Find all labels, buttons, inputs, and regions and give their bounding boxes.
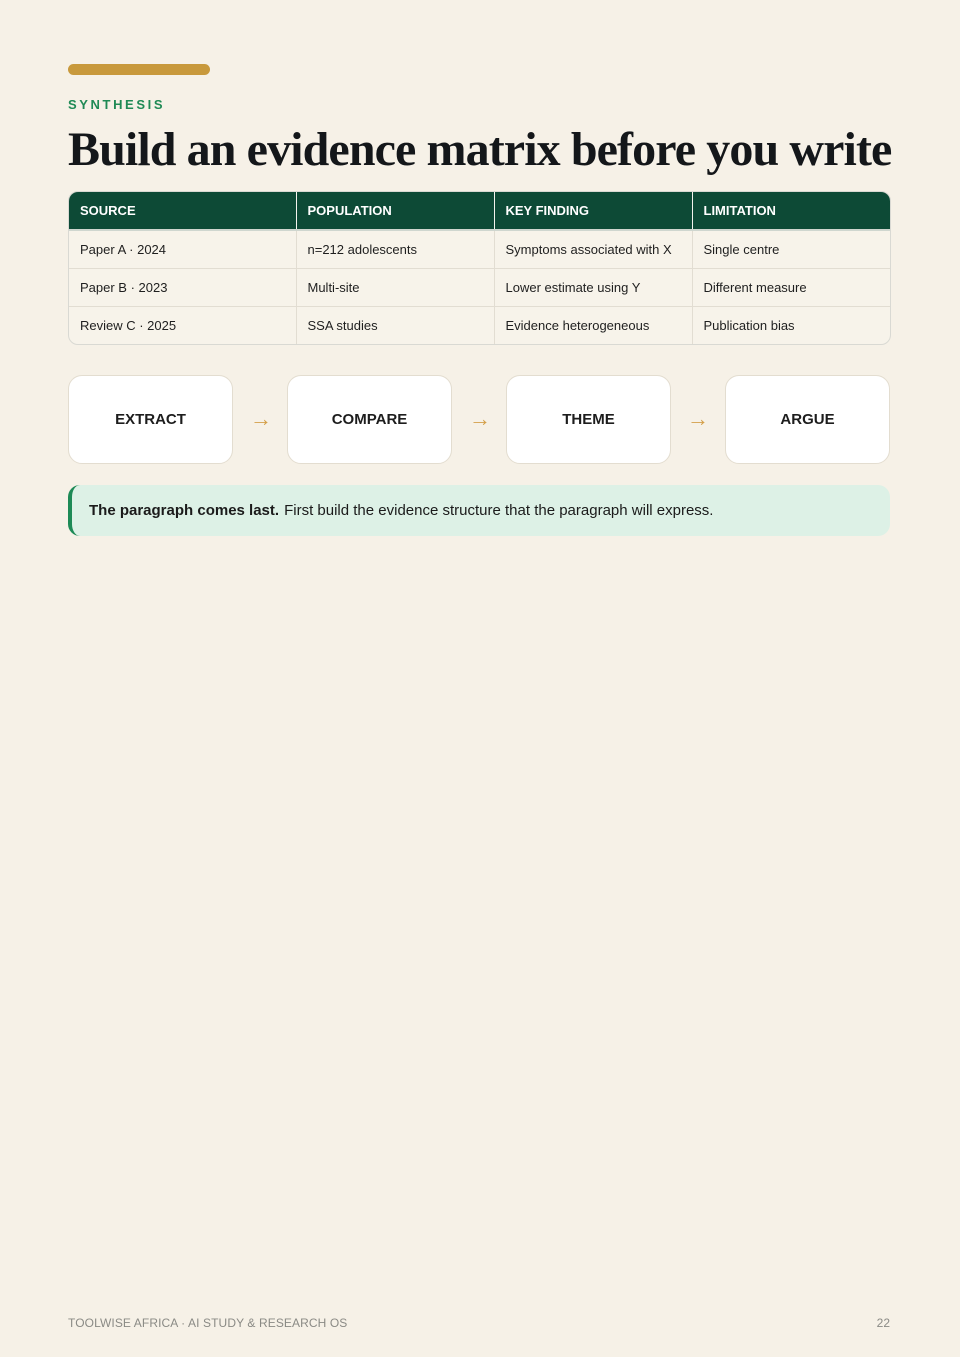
table-cell-key-finding: Evidence heterogeneous [494, 307, 692, 345]
column-header-source: SOURCE [69, 192, 296, 230]
arrow-right-icon: → [469, 406, 491, 431]
callout-body: First build the evidence structure that the paragraph will express. [284, 502, 714, 519]
table-cell-limitation: Single centre [692, 230, 890, 269]
table-cell-population: n=212 adolescents [296, 230, 494, 269]
evidence-matrix-table [69, 192, 890, 344]
accent-bar [68, 64, 210, 75]
table-cell-source: Paper B · 2023 [69, 269, 296, 307]
flow-step-argue: ARGUE [725, 375, 890, 464]
table-cell-population: Multi-site [296, 269, 494, 307]
table-cell-key-finding: Symptoms associated with X [494, 230, 692, 269]
page-number: 22 [876, 1316, 890, 1330]
section-eyebrow: SYNTHESIS [68, 97, 166, 112]
table-row [69, 307, 890, 345]
key-takeaway-callout [68, 485, 890, 536]
flow-step-extract: EXTRACT [68, 375, 233, 464]
flow-step-theme: THEME [506, 375, 671, 464]
table-row [69, 269, 890, 307]
synthesis-flow [68, 375, 890, 465]
table-cell-source: Paper A · 2024 [69, 230, 296, 269]
table-cell-key-finding: Lower estimate using Y [494, 269, 692, 307]
evidence-matrix [68, 191, 891, 345]
column-header-population: POPULATION [296, 192, 494, 230]
column-header-limitation: LIMITATION [692, 192, 890, 230]
column-header-key-finding: KEY FINDING [494, 192, 692, 230]
table-row [69, 230, 890, 269]
callout-lead: The paragraph comes last. [89, 502, 280, 519]
page-title: Build an evidence matrix before you write [68, 123, 892, 176]
table-cell-population: SSA studies [296, 307, 494, 345]
table-header-row [69, 192, 890, 230]
table-cell-source: Review C · 2025 [69, 307, 296, 345]
table-cell-limitation: Publication bias [692, 307, 890, 345]
arrow-right-icon: → [687, 406, 709, 431]
arrow-right-icon: → [250, 406, 272, 431]
table-cell-limitation: Different measure [692, 269, 890, 307]
flow-step-compare: COMPARE [287, 375, 452, 464]
footer-brand: TOOLWISE AFRICA · AI STUDY & RESEARCH OS [68, 1316, 348, 1330]
